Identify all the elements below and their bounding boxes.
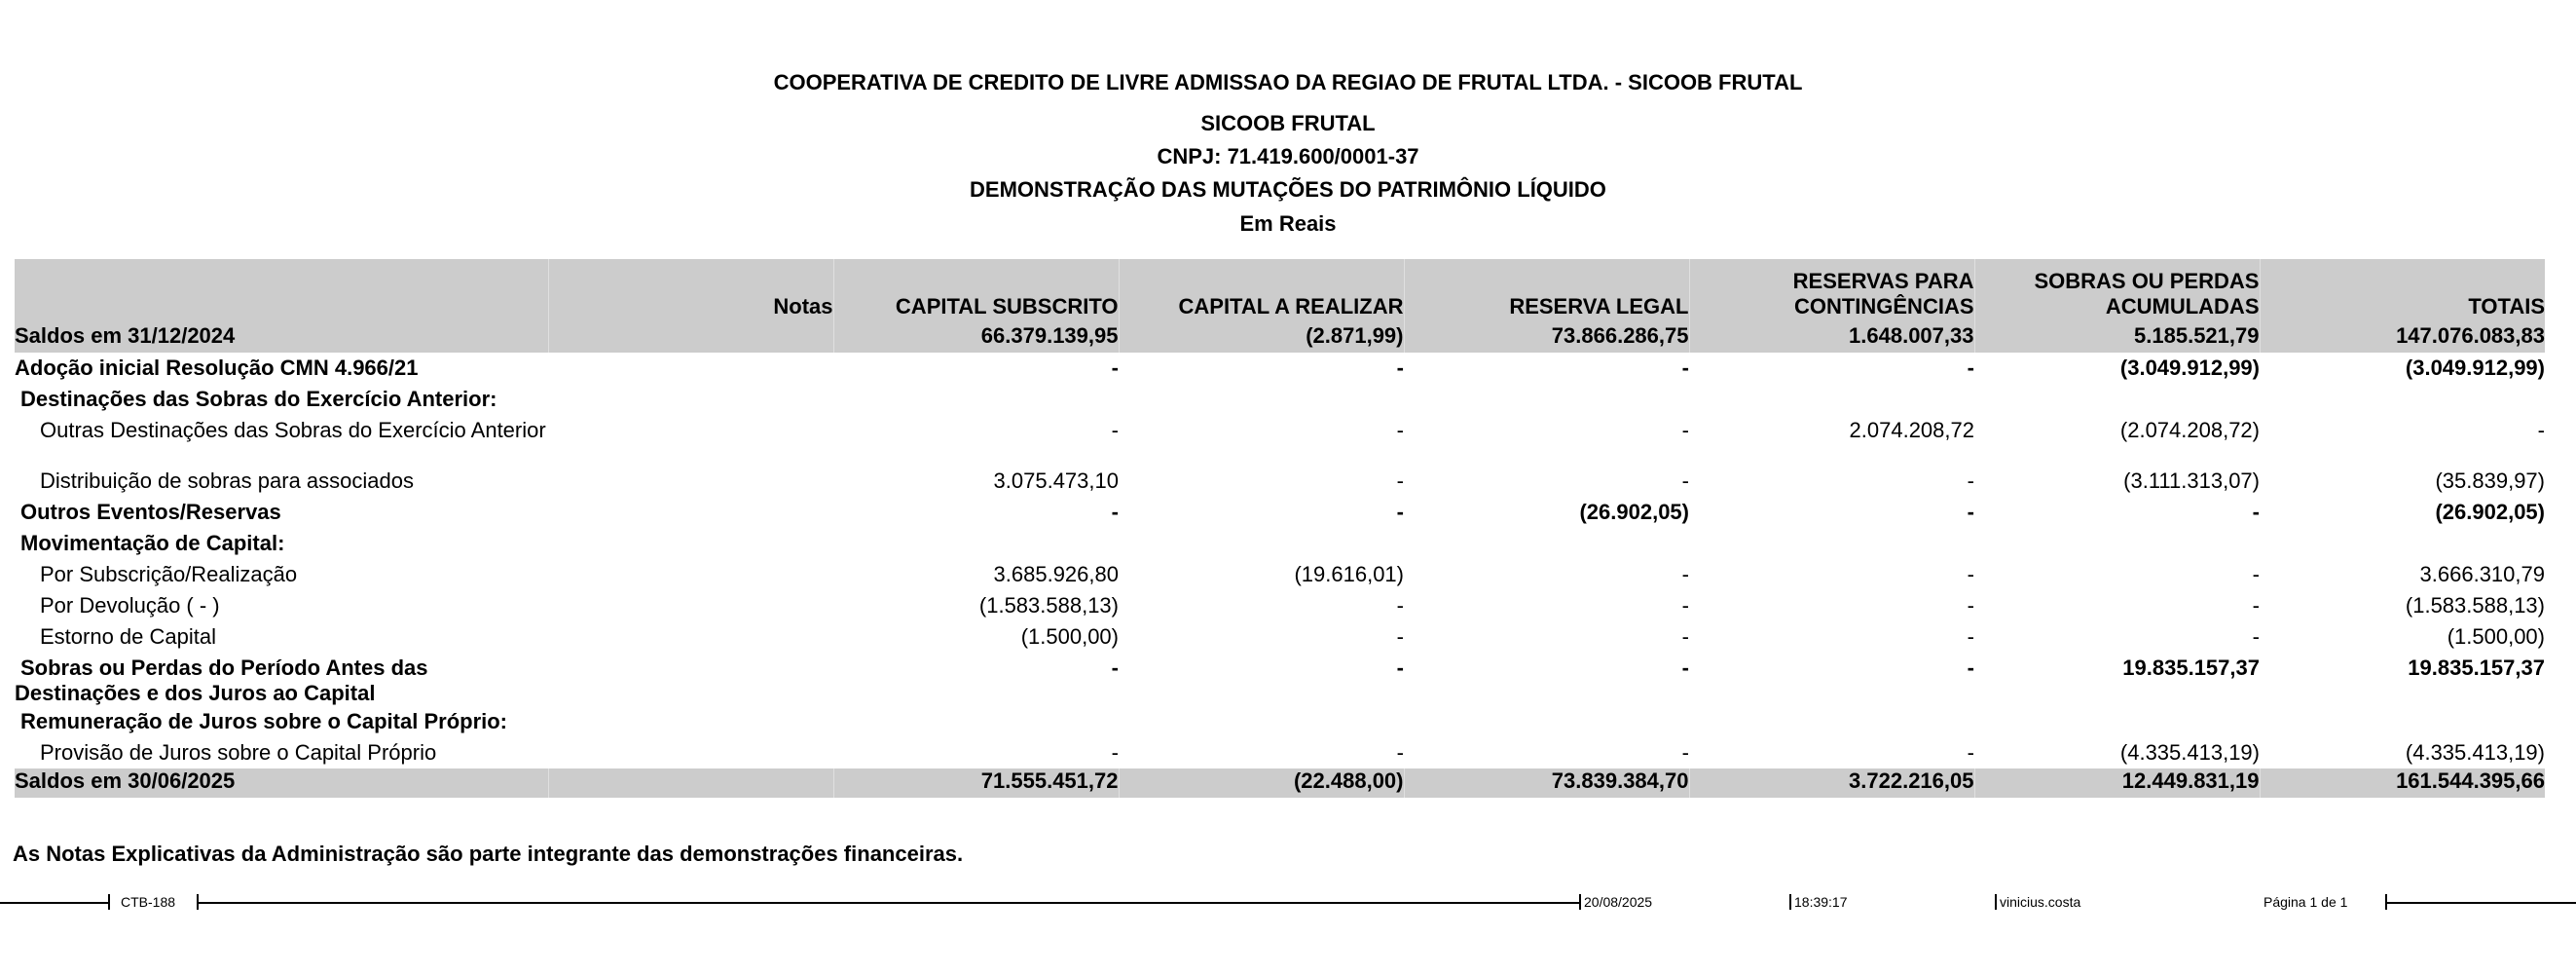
cell-value: (19.616,01)	[1294, 562, 1404, 586]
cell-value: -	[2537, 418, 2545, 442]
cell-value: -	[1967, 624, 1974, 649]
cell-value: 73.839.384,70	[1404, 768, 1689, 798]
cell-value: (1.500,00)	[1020, 624, 1119, 649]
cell-value: -	[2252, 624, 2260, 649]
cell-value	[548, 353, 833, 384]
cell-value: 161.544.395,66	[2260, 768, 2545, 798]
equity-changes-table	[15, 259, 2545, 798]
footer-rule	[197, 902, 1579, 904]
cell-value: (3.049.912,99)	[2119, 356, 2260, 380]
cell-value: -	[1967, 593, 1974, 618]
entity-name: SICOOB FRUTAL	[1200, 111, 1376, 135]
print-time: 18:39:17	[1794, 894, 1848, 910]
cell-value: 19.835.157,37	[2122, 656, 2260, 680]
table-row	[15, 528, 2545, 559]
cell-value: 1.648.007,33	[1689, 323, 1974, 353]
cell-value	[1689, 706, 1974, 737]
cell-value: (1.500,00)	[2447, 624, 2545, 649]
column-header-description	[15, 259, 548, 323]
footer-rule	[0, 902, 108, 904]
footer-tick	[1579, 894, 1581, 910]
cell-value: -	[1681, 656, 1689, 680]
cell-value: (22.488,00)	[1119, 768, 1404, 798]
report-code: CTB-188	[121, 894, 176, 910]
cell-value: (3.111.313,07)	[2123, 468, 2260, 493]
column-header: RESERVA LEGAL	[1404, 259, 1689, 323]
cell-value: -	[1396, 500, 1404, 524]
row-label: Remuneração de Juros sobre o Capital Próprio:	[20, 709, 508, 733]
column-header: SOBRAS OU PERDAS ACUMULADAS	[1974, 259, 2260, 323]
cell-value: -	[1396, 468, 1404, 493]
cell-value: -	[1967, 740, 1974, 765]
cell-value	[1974, 384, 2260, 415]
cell-value: -	[1111, 500, 1119, 524]
table-row	[15, 621, 2545, 653]
cell-value	[2260, 384, 2545, 415]
cell-value: 71.555.451,72	[833, 768, 1119, 798]
row-label: Outros Eventos/Reservas	[20, 500, 281, 524]
row-label: Por Subscrição/Realização	[40, 562, 298, 586]
currency-note: Em Reais	[1239, 211, 1337, 236]
cell-value	[1119, 528, 1404, 559]
row-label: Distribuição de sobras para associados	[40, 468, 414, 493]
cell-value: -	[1396, 624, 1404, 649]
table-row	[15, 384, 2545, 415]
cell-value: 5.185.521,79	[1974, 323, 2260, 353]
row-label: Adoção inicial Resolução CMN 4.966/21	[15, 356, 419, 380]
cell-value	[1404, 528, 1689, 559]
cell-value: -	[1681, 562, 1689, 586]
cell-value	[833, 706, 1119, 737]
report-title: DEMONSTRAÇÃO DAS MUTAÇÕES DO PATRIMÔNIO LÍQUIDO	[970, 177, 1606, 202]
cell-value: 2.074.208,72	[1849, 418, 1974, 442]
cell-value: -	[1111, 418, 1119, 442]
cell-value: 3.666.310,79	[2419, 562, 2545, 586]
cell-value: (4.335.413,19)	[2405, 740, 2545, 765]
cell-value	[548, 323, 833, 353]
cell-value: (2.871,99)	[1119, 323, 1404, 353]
cell-value	[2260, 528, 2545, 559]
column-header: CAPITAL SUBSCRITO	[833, 259, 1119, 323]
cell-value: -	[1967, 656, 1974, 680]
cell-value	[548, 559, 833, 590]
cell-value: 19.835.157,37	[2408, 656, 2545, 680]
footnote: As Notas Explicativas da Administração são parte integrante das demonstrações financeiras.	[13, 842, 964, 866]
cell-value	[833, 528, 1119, 559]
table-row	[15, 415, 2545, 466]
cell-value: 12.449.831,19	[1974, 768, 2260, 798]
user-name: vinicius.costa	[2000, 894, 2081, 910]
cell-value: -	[1111, 740, 1119, 765]
cell-value: -	[1111, 356, 1119, 380]
cell-value	[548, 384, 833, 415]
cell-value	[548, 653, 833, 706]
cell-value: -	[1396, 740, 1404, 765]
cell-value: -	[1111, 656, 1119, 680]
column-header: RESERVAS PARA CONTINGÊNCIAS	[1689, 259, 1974, 323]
footer-tick	[108, 894, 110, 910]
page-number: Página 1 de 1	[2263, 894, 2348, 910]
column-header: TOTAIS	[2260, 259, 2545, 323]
table-row	[15, 466, 2545, 497]
cnpj: CNPJ: 71.419.600/0001-37	[1157, 144, 1419, 169]
cell-value	[548, 415, 833, 466]
page-footer	[0, 891, 2576, 915]
company-name: COOPERATIVA DE CREDITO DE LIVRE ADMISSAO DA REGIAO DE FRUTAL LTDA. - SICOOB FRUTAL	[773, 70, 1803, 94]
cell-value	[548, 590, 833, 621]
cell-value	[548, 466, 833, 497]
cell-value	[1119, 706, 1404, 737]
cell-value	[833, 384, 1119, 415]
cell-value: (26.902,05)	[2435, 500, 2545, 524]
footer-tick	[1995, 894, 1997, 910]
cell-value: (2.074.208,72)	[2119, 418, 2260, 442]
table-header-row	[15, 259, 2545, 323]
cell-value: -	[1396, 418, 1404, 442]
row-label: Sobras ou Perdas do Período Antes das Destinações e dos Juros ao Capital	[15, 656, 428, 705]
balance-row	[15, 768, 2545, 798]
cell-value: 147.076.083,83	[2260, 323, 2545, 353]
cell-value: 3.075.473,10	[993, 468, 1119, 493]
row-label: Destinações das Sobras do Exercício Anterior:	[20, 387, 497, 411]
cell-value: (1.583.588,13)	[978, 593, 1119, 618]
footer-tick	[1789, 894, 1791, 910]
cell-value: (1.583.588,13)	[2405, 593, 2545, 618]
table-row	[15, 353, 2545, 384]
cell-value	[548, 768, 833, 798]
cell-value: -	[1967, 500, 1974, 524]
cell-value	[1404, 384, 1689, 415]
cell-value	[1404, 706, 1689, 737]
cell-value: -	[1681, 356, 1689, 380]
cell-value: 66.379.139,95	[833, 323, 1119, 353]
footer-rule	[2385, 902, 2576, 904]
cell-value	[548, 497, 833, 528]
table-row	[15, 559, 2545, 590]
cell-value	[1974, 706, 2260, 737]
cell-value	[1689, 528, 1974, 559]
cell-value: -	[1396, 593, 1404, 618]
cell-value: -	[1681, 593, 1689, 618]
cell-value	[1689, 384, 1974, 415]
cell-value	[2260, 706, 2545, 737]
cell-value: -	[1967, 468, 1974, 493]
row-label: Saldos em 30/06/2025	[15, 768, 548, 798]
print-date: 20/08/2025	[1584, 894, 1653, 910]
cell-value: 3.722.216,05	[1689, 768, 1974, 798]
cell-value: -	[2252, 562, 2260, 586]
row-label: Saldos em 31/12/2024	[15, 323, 548, 353]
cell-value: -	[1396, 356, 1404, 380]
cell-value: -	[1681, 740, 1689, 765]
table-body	[15, 323, 2545, 798]
cell-value: -	[1681, 418, 1689, 442]
cell-value	[548, 737, 833, 768]
cell-value: (35.839,97)	[2435, 468, 2545, 493]
cell-value: -	[1681, 624, 1689, 649]
cell-value	[1974, 528, 2260, 559]
cell-value: -	[1967, 356, 1974, 380]
cell-value: -	[2252, 500, 2260, 524]
table-row	[15, 497, 2545, 528]
cell-value	[548, 528, 833, 559]
cell-value: -	[1967, 562, 1974, 586]
table-row	[15, 737, 2545, 768]
cell-value: (4.335.413,19)	[2119, 740, 2260, 765]
column-header: Notas	[548, 259, 833, 323]
column-header: CAPITAL A REALIZAR	[1119, 259, 1404, 323]
cell-value	[1119, 384, 1404, 415]
balance-row	[15, 323, 2545, 353]
cell-value	[548, 621, 833, 653]
row-label: Estorno de Capital	[40, 624, 216, 649]
row-label: Movimentação de Capital:	[20, 531, 285, 555]
cell-value: 3.685.926,80	[993, 562, 1119, 586]
cell-value: -	[1396, 656, 1404, 680]
table-row	[15, 653, 2545, 706]
row-label: Outras Destinações das Sobras do Exercício Anterior	[40, 418, 546, 442]
cell-value: (26.902,05)	[1579, 500, 1689, 524]
cell-value: -	[1681, 468, 1689, 493]
cell-value: -	[2252, 593, 2260, 618]
row-label: Por Devolução ( - )	[40, 593, 220, 618]
row-label: Provisão de Juros sobre o Capital Próprio	[40, 740, 437, 765]
table-row	[15, 706, 2545, 737]
cell-value: (3.049.912,99)	[2405, 356, 2545, 380]
cell-value: 73.866.286,75	[1404, 323, 1689, 353]
cell-value	[548, 706, 833, 737]
table-row	[15, 590, 2545, 621]
